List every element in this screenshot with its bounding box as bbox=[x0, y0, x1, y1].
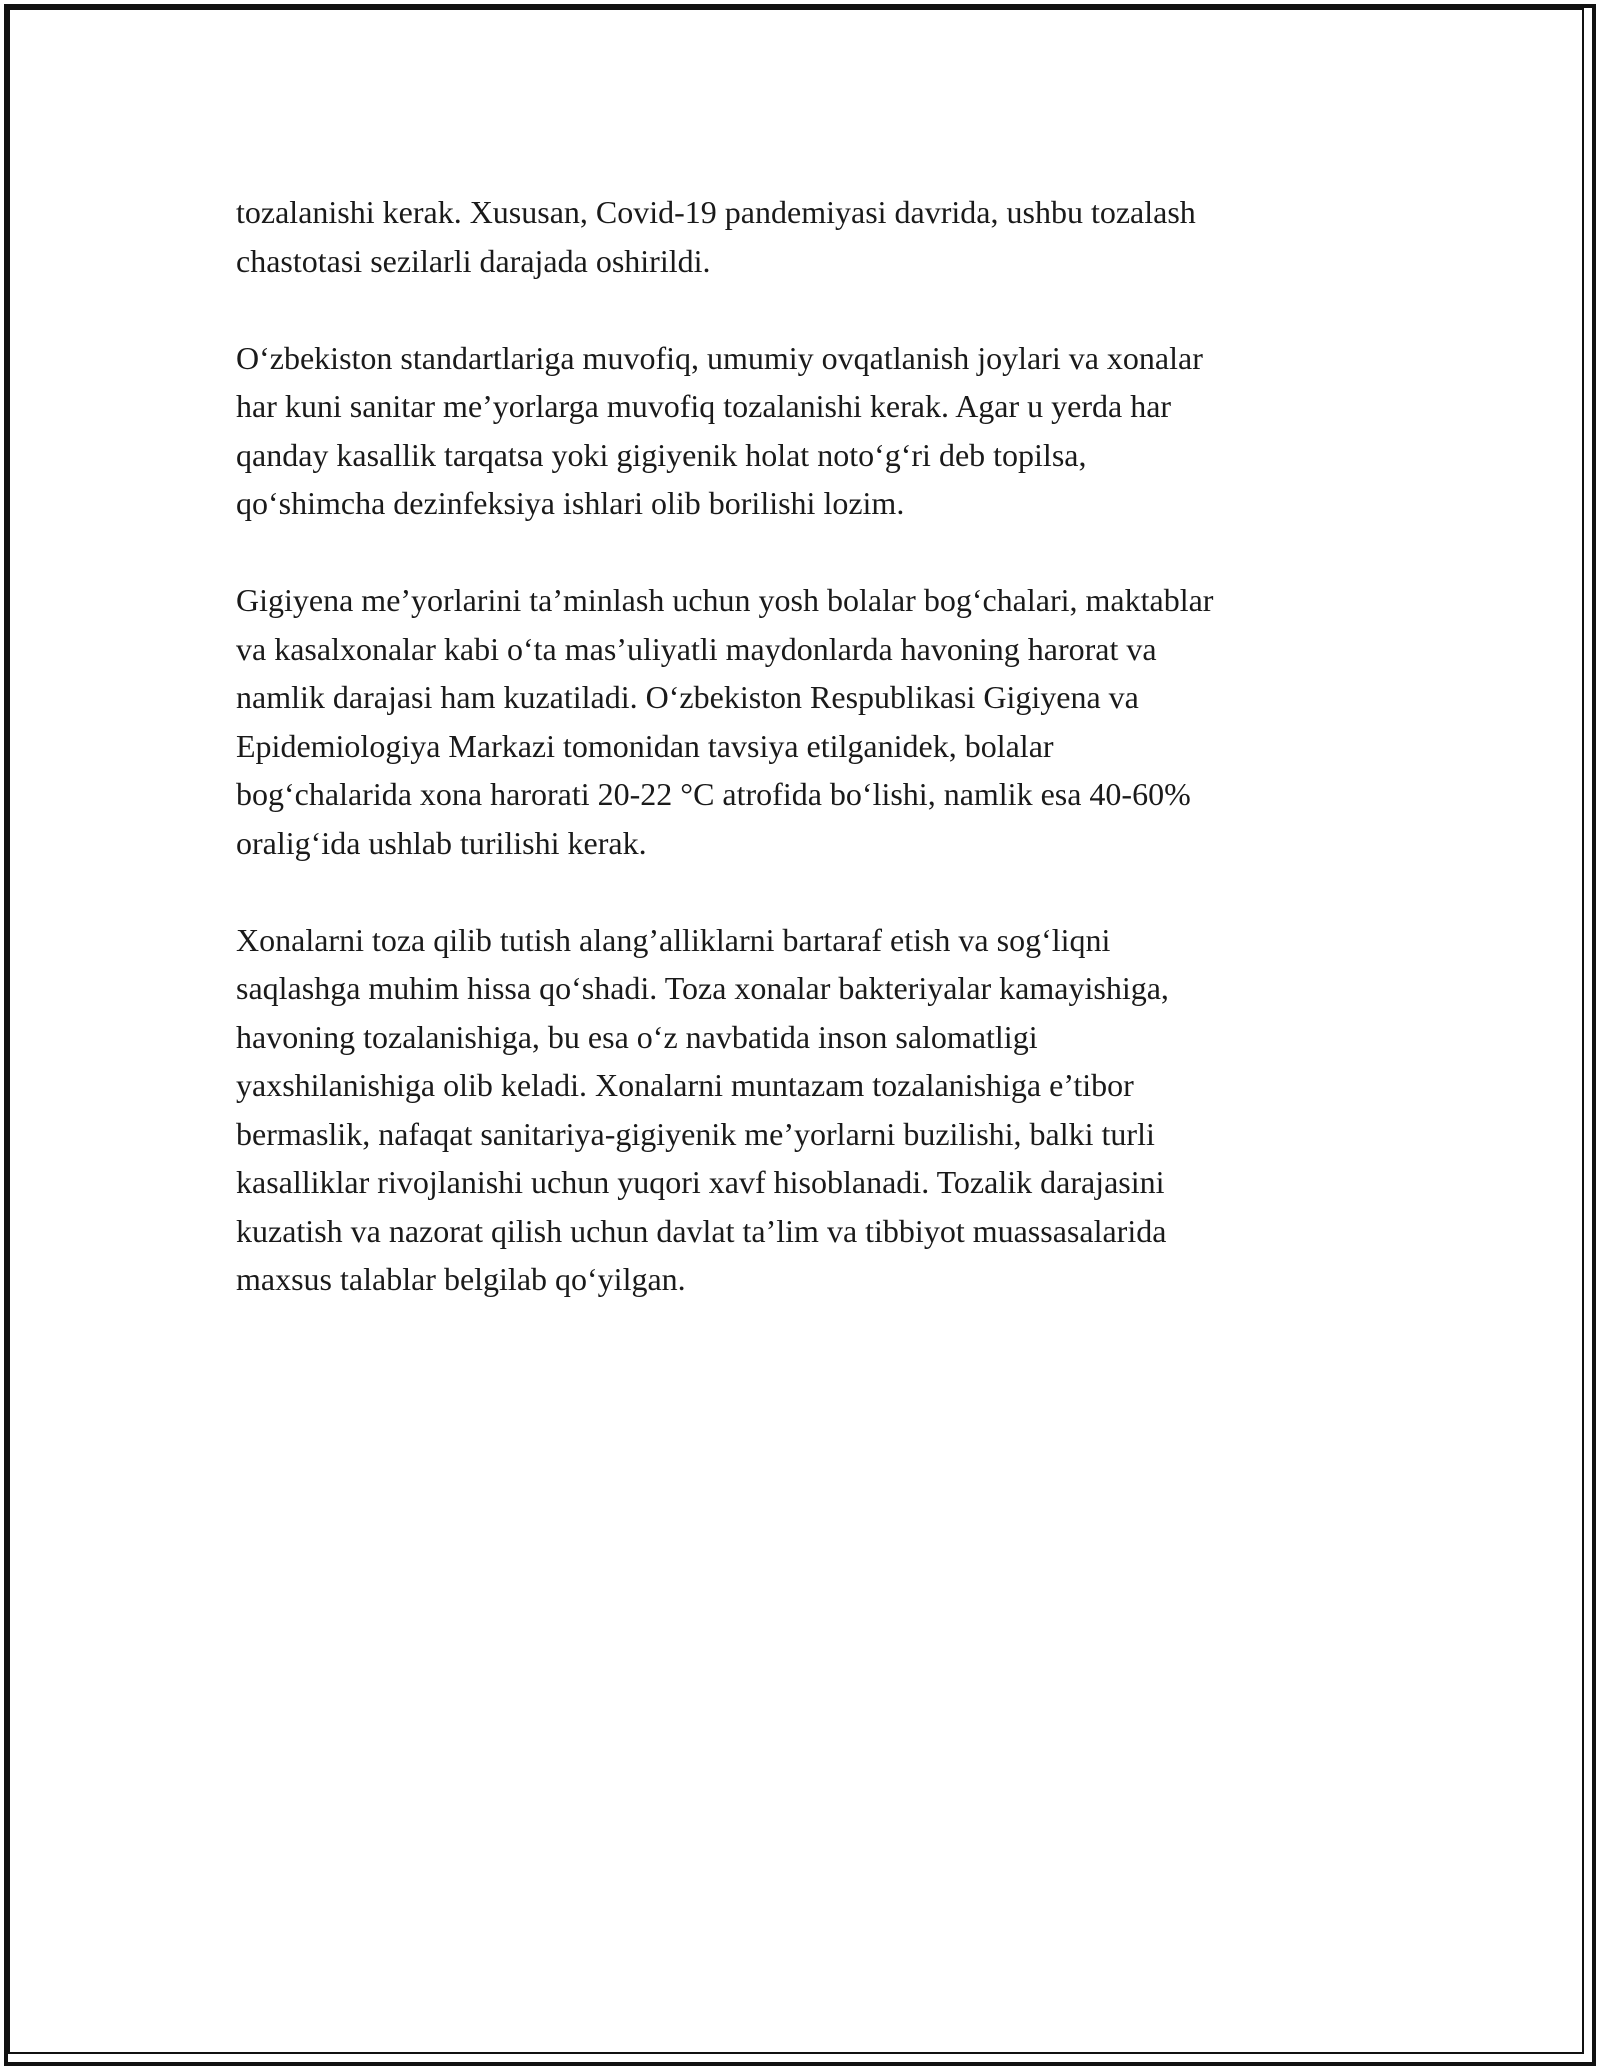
text-line: Epidemiologiya Markazi tomonidan tavsiya etilganidek, bolalar bbox=[236, 727, 1054, 764]
text-line: namlik darajasi ham kuzatiladi. O‘zbekiston Respublikasi Gigiyena va bbox=[236, 679, 1139, 715]
text-line: yaxshilanishiga olib keladi. Xonalarni muntazam tozalanishiga e’tibor bbox=[236, 1067, 1134, 1103]
paragraph-1 bbox=[236, 188, 1376, 285]
text-line: qo‘shimcha dezinfeksiya ishlari olib borilishi lozim. bbox=[236, 485, 905, 521]
paragraph-2 bbox=[236, 334, 1376, 528]
paragraph-4 bbox=[236, 916, 1376, 1304]
text-line: bermaslik, nafaqat sanitariya-gigiyenik me’yorlarni buzilishi, balki turli bbox=[236, 1115, 1155, 1152]
text-line: kasalliklar rivojlanishi uchun yuqori xavf hisoblanadi. Tozalik darajasini bbox=[236, 1164, 1165, 1200]
text-line: har kuni sanitar me’yorlarga muvofiq tozalanishi kerak. Agar u yerda har bbox=[236, 388, 1172, 424]
text-line: havoning tozalanishiga, bu esa o‘z navbatida inson salomatligi bbox=[236, 1018, 1038, 1055]
text-line: oralig‘ida ushlab turilishi kerak. bbox=[236, 824, 647, 861]
text-line: bog‘chalarida xona harorati 20-22 °C atrofida bo‘lishi, namlik esa 40-60% bbox=[236, 776, 1191, 812]
text-line: Xonalarni toza qilib tutish alang’alliklarni bartaraf etish va sog‘liqni bbox=[236, 921, 1111, 958]
text-line: qanday kasallik tarqatsa yoki gigiyenik holat noto‘g‘ri deb topilsa, bbox=[236, 436, 1087, 473]
text-line: chastotasi sezilarli darajada oshirildi. bbox=[236, 242, 711, 279]
text-line: va kasalxonalar kabi o‘ta mas’uliyatli maydonlarda havoning harorat va bbox=[236, 630, 1157, 667]
text-line: O‘zbekiston standartlariga muvofiq, umumiy ovqatlanish joylari va xonalar bbox=[236, 339, 1203, 376]
document-body bbox=[236, 188, 1376, 1352]
paragraph-3 bbox=[236, 576, 1376, 867]
text-line: maxsus talablar belgilab qo‘yilgan. bbox=[236, 1261, 686, 1297]
text-line: Gigiyena me’yorlarini ta’minlash uchun yosh bolalar bog‘chalari, maktablar bbox=[236, 582, 1214, 618]
text-line: saqlashga muhim hissa qo‘shadi. Toza xonalar bakteriyalar kamayishiga, bbox=[236, 970, 1169, 1006]
text-line: tozalanishi kerak. Xususan, Covid-19 pandemiyasi davrida, ushbu tozalash bbox=[236, 194, 1196, 230]
text-line: kuzatish va nazorat qilish uchun davlat ta’lim va tibbiyot muassasalarida bbox=[236, 1212, 1167, 1249]
